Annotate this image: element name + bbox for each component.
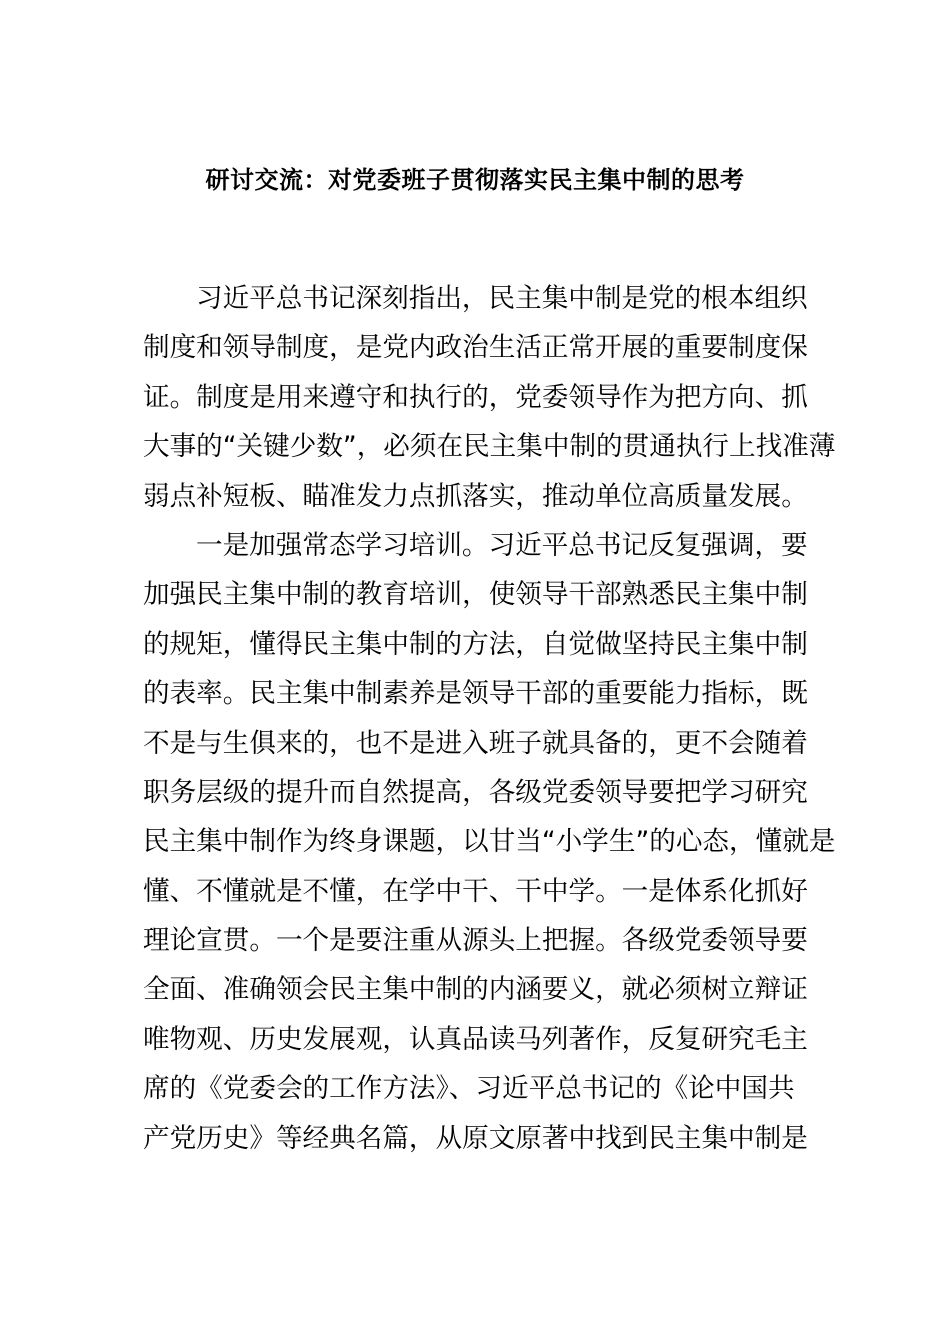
text-line: 制度和领导制度，是党内政治生活正常开展的重要制度保 [143,332,808,364]
text-line: 的表率。民主集中制素养是领导干部的重要能力指标，既 [143,678,808,710]
document-body [143,274,836,1163]
paragraph-section-one [143,521,836,1163]
text-line: 一是加强常态学习培训。习近平总书记反复强调，要 [196,529,808,561]
text-line: 弱点补短板、瞄准发力点抓落实，推动单位高质量发展。 [143,480,808,512]
text-line: 唯物观、历史发展观，认真品读马列著作，反复研究毛主 [143,1023,808,1055]
paragraph-intro [143,274,836,521]
text-line: 大事的“关键少数”，必须在民主集中制的贯通执行上找准薄 [143,431,836,463]
text-line: 加强民主集中制的教育培训，使领导干部熟悉民主集中制 [143,579,808,611]
text-line: 不是与生俱来的，也不是进入班子就具备的，更不会随着 [143,727,808,759]
text-line: 席的《党委会的工作方法》、习近平总书记的《论中国共 [143,1073,795,1105]
text-line: 习近平总书记深刻指出，民主集中制是党的根本组织 [196,283,808,314]
text-line: 产党历史》等经典名篇，从原文原著中找到民主集中制是 [143,1122,808,1154]
text-line: 的规矩，懂得民主集中制的方法，自觉做坚持民主集中制 [143,628,808,660]
text-line: 职务层级的提升而自然提高，各级党委领导要把学习研究 [143,776,808,808]
text-line: 全面、准确领会民主集中制的内涵要义，就必须树立辩证 [143,974,808,1006]
document-title: 研讨交流：对党委班子贯彻落实民主集中制的思考 [205,166,745,194]
text-line: 懂、不懂就是不懂，在学中干、干中学。一是体系化抓好 [143,875,808,907]
text-line: 理论宣贯。一个是要注重从源头上把握。各级党委领导要 [143,925,808,957]
text-line: 民主集中制作为终身课题，以甘当“小学生”的心态，懂就是 [143,826,836,858]
text-line: 证。制度是用来遵守和执行的，党委领导作为把方向、抓 [143,381,808,413]
